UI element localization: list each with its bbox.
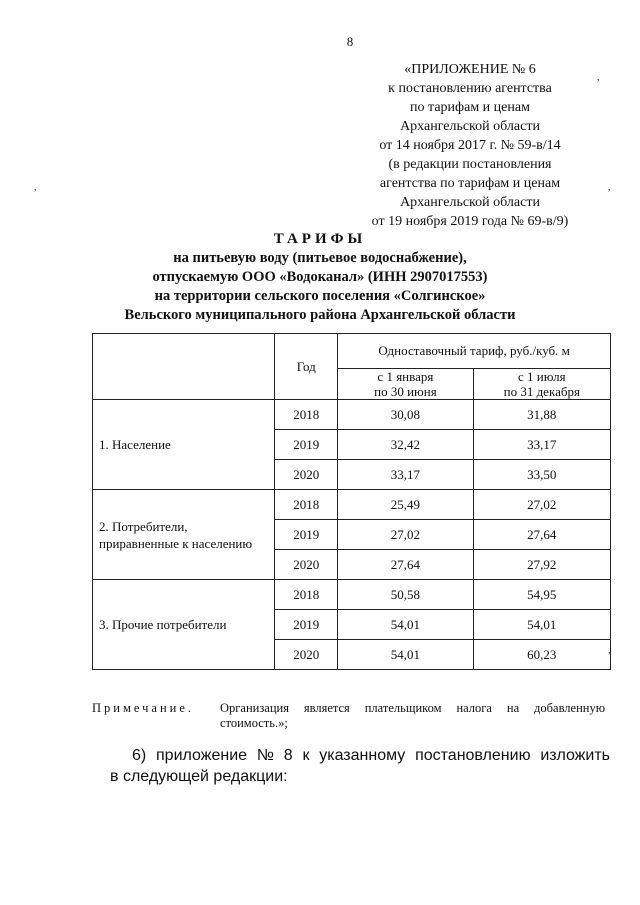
year-cell: 2019 [275,430,338,460]
table-note [92,701,609,731]
tariff-p2-cell: 33,50 [473,460,610,490]
item6-word: № [256,747,274,764]
appendix-line: к постановлению агентства [388,81,552,96]
title-line: отпускаемую ООО «Водоканал» (ИНН 2907017553) [152,269,488,285]
item6-word: изложить [540,747,610,764]
year-cell: 2020 [275,550,338,580]
header-period-1: с 1 января по 30 июня [338,369,473,400]
tariff-p1-cell: 27,02 [338,520,473,550]
note-word: плательщиком [364,701,442,715]
scan-speck: , [34,182,37,193]
tariff-p2-cell: 54,01 [473,610,610,640]
tariff-p2-cell: 60,23 [473,640,610,670]
tariff-p2-cell: 27,64 [473,520,610,550]
category-cell: 2. Потребители, приравненные к населению [93,490,275,580]
year-cell: 2020 [275,460,338,490]
tariff-p1-cell: 54,01 [338,640,473,670]
tariff-table [92,333,611,670]
tariff-p1-cell: 30,08 [338,400,473,430]
note-word: добавленную [534,701,606,715]
tariff-p1-cell: 27,64 [338,550,473,580]
appendix-line: «ПРИЛОЖЕНИЕ № 6 [404,62,536,77]
title-line: на территории сельского поселения «Солгинское» [154,288,486,304]
year-cell: 2018 [275,580,338,610]
tariff-p1-cell: 33,17 [338,460,473,490]
item-6-paragraph [110,745,610,787]
tariff-p2-cell: 54,95 [473,580,610,610]
year-cell: 2018 [275,400,338,430]
appendix-header [330,60,610,231]
note-text [220,701,605,716]
appendix-line: от 19 ноября 2019 года № 69-в/9) [371,214,569,229]
note-word: на [506,701,520,715]
appendix-line: Архангельской области [400,119,540,134]
page-number: 8 [346,34,354,49]
item6-word: 6) [132,747,147,764]
tariff-p2-cell: 27,02 [473,490,610,520]
note-label: Примечание. [92,701,195,715]
tariff-p1-cell: 50,58 [338,580,473,610]
year-cell: 2020 [275,640,338,670]
scan-speck: , [608,645,611,656]
tariff-p1-cell: 25,49 [338,490,473,520]
item6-word: приложение [156,747,248,764]
tariff-p1-cell: 54,01 [338,610,473,640]
year-cell: 2019 [275,520,338,550]
header-tariff: Одноставочный тариф, руб./куб. м [338,334,611,369]
note-word: Организация [220,701,289,715]
scan-speck: , [597,72,600,83]
tariff-p2-cell: 27,92 [473,550,610,580]
scan-speck: , [608,182,611,193]
tariff-p2-cell: 31,88 [473,400,610,430]
header-period-2: с 1 июля по 31 декабря [473,369,610,400]
title-line: Вельского муниципального района Архангельской области [124,307,516,323]
item6-word: постановлению [415,747,531,764]
note-word: налога [456,701,492,715]
tariff-p2-cell: 33,17 [473,430,610,460]
item6-word: 8 [283,747,293,764]
note-word: является [303,701,350,715]
appendix-line: агентства по тарифам и ценам [379,176,561,191]
item6-word: к [302,747,310,764]
header-blank-cell [93,334,275,400]
header-year: Год [275,334,338,400]
appendix-line: по тарифам и ценам [410,100,530,115]
appendix-line: от 14 ноября 2017 г. № 59-в/14 [379,138,561,153]
document-title [60,230,580,325]
title-line: на питьевую воду (питьевое водоснабжение), [173,250,467,266]
category-cell: 1. Население [93,400,275,490]
title-heading: ТАРИФЫ [273,231,367,247]
category-cell: 3. Прочие потребители [93,580,275,670]
item6-word: указанному [319,747,406,764]
appendix-line: Архангельской области [400,195,540,210]
note-continuation: стоимость.»; [220,716,288,730]
year-cell: 2018 [275,490,338,520]
tariff-p1-cell: 32,42 [338,430,473,460]
appendix-line: (в редакции постановления [388,157,552,172]
item6-line-2: в следующей редакции: [110,768,288,785]
year-cell: 2019 [275,610,338,640]
